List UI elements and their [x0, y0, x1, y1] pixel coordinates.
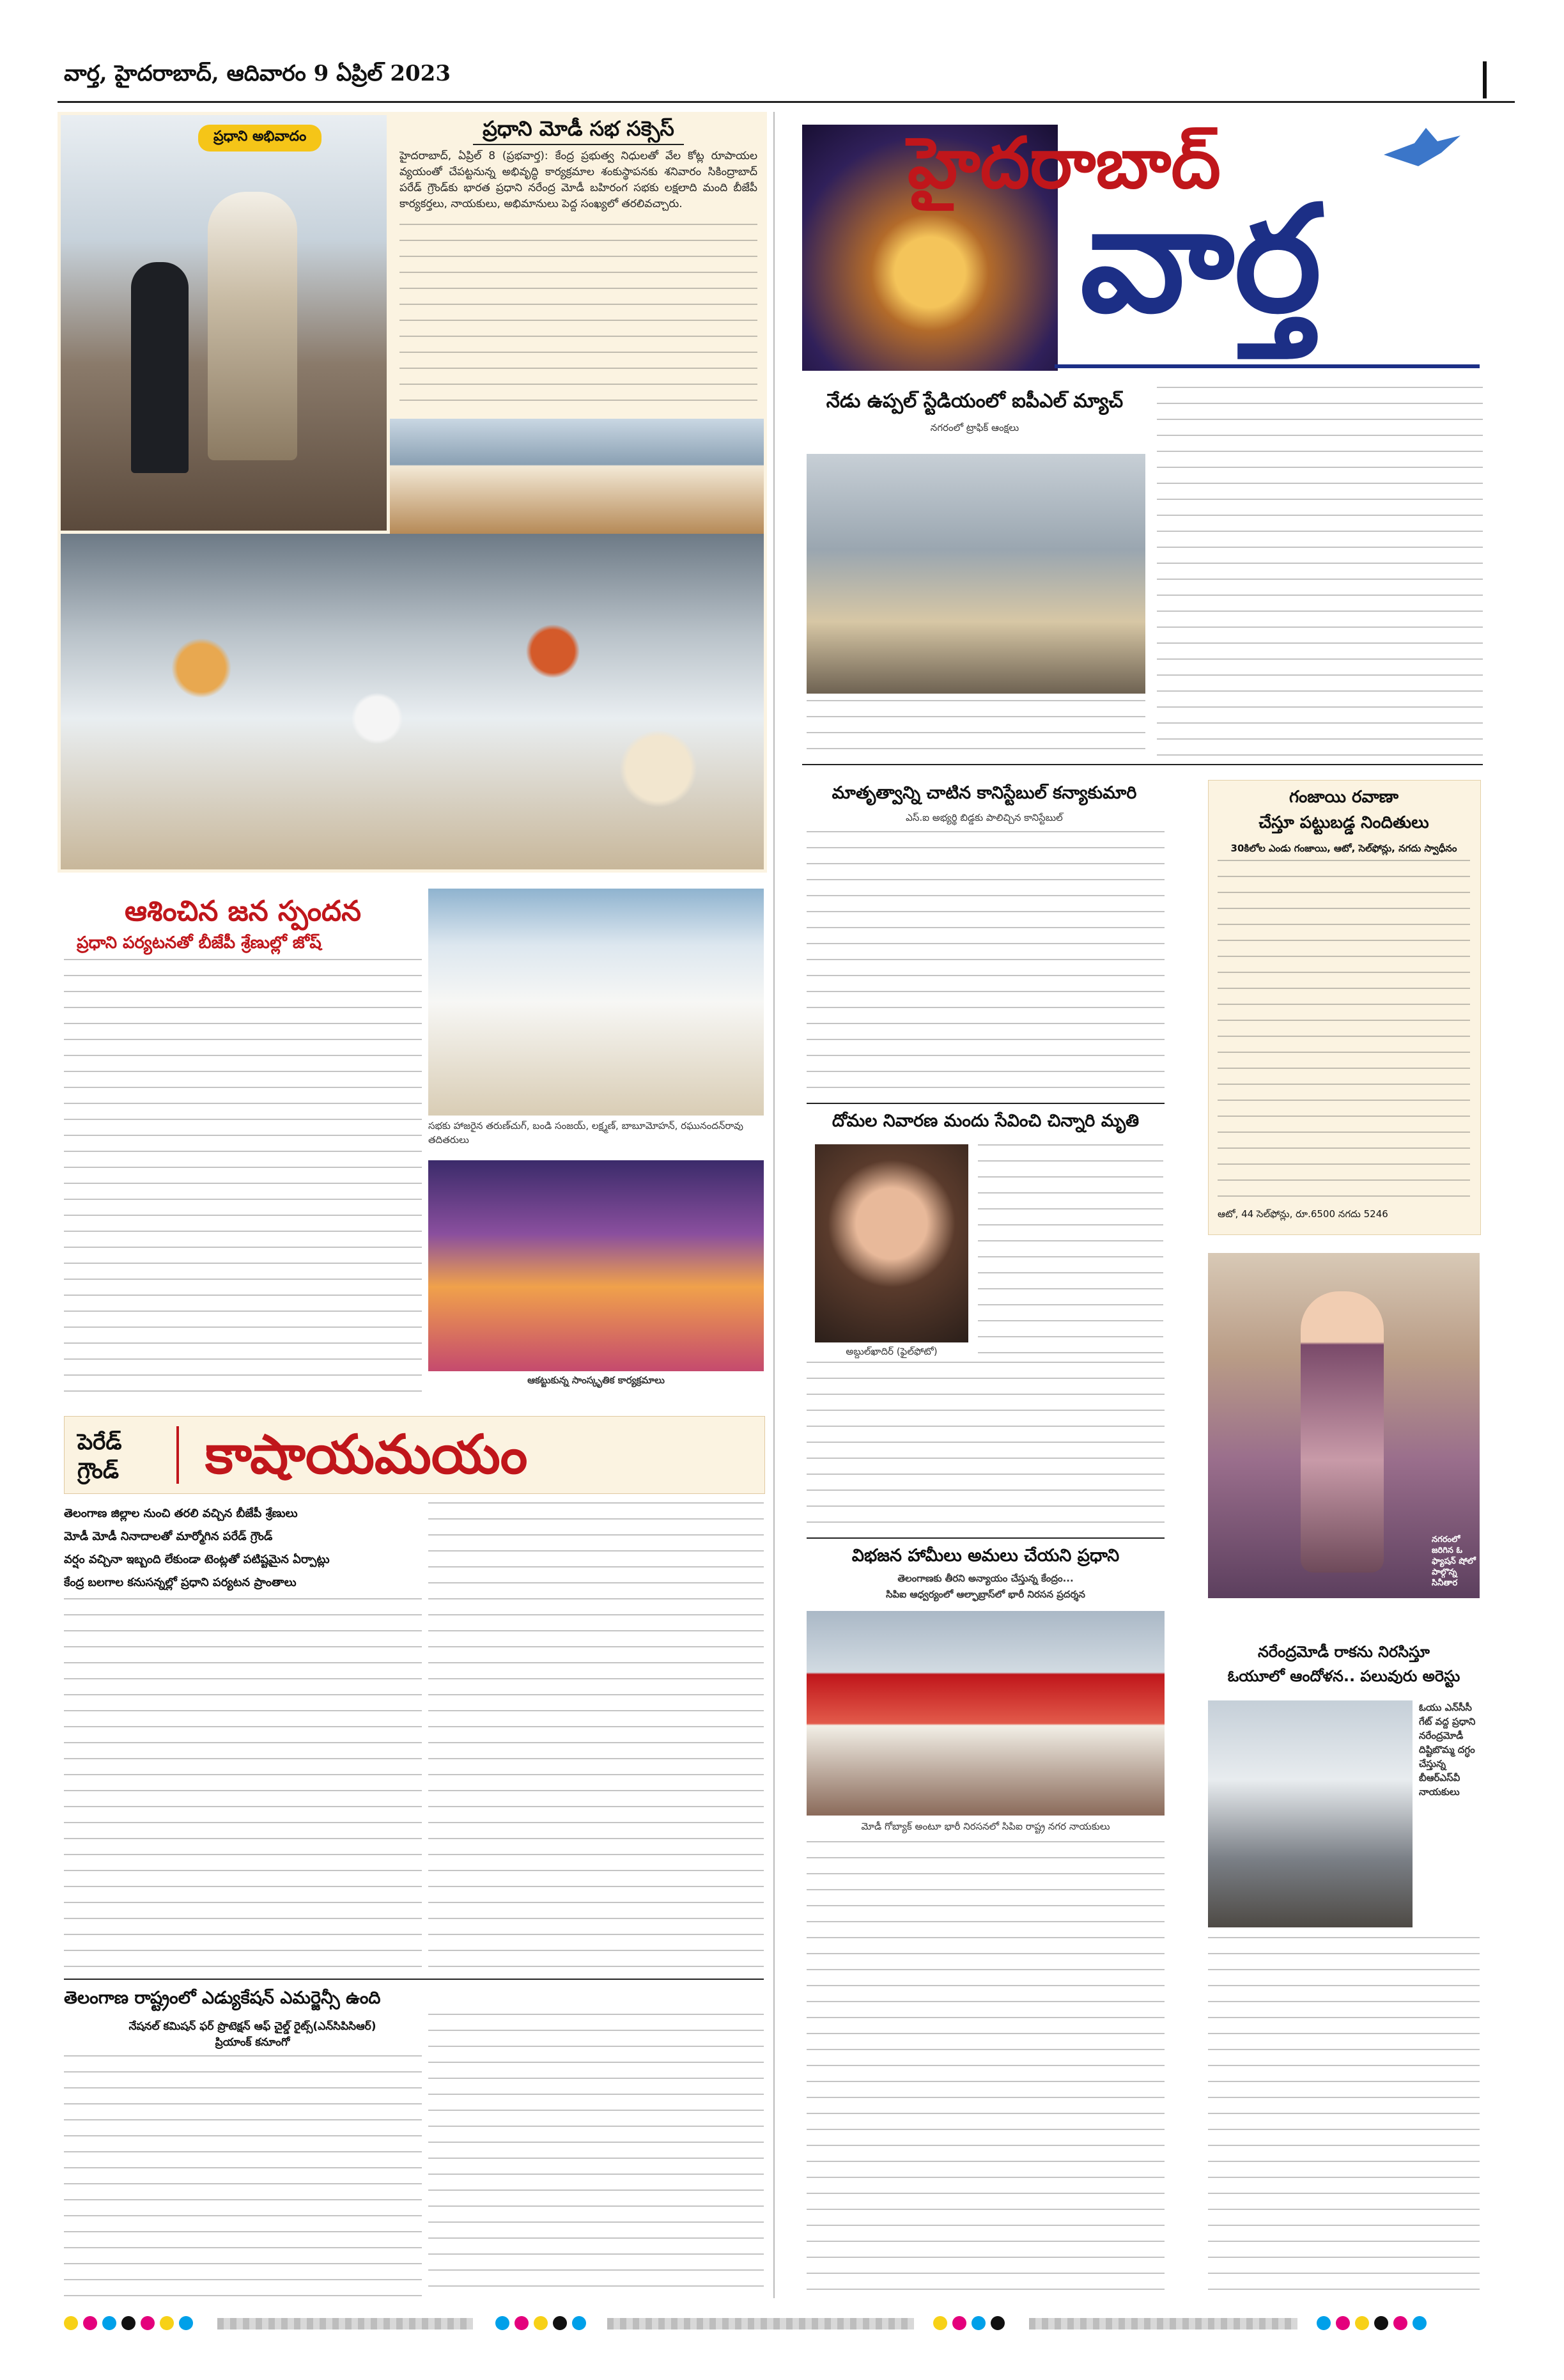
cultural-photo [428, 1160, 764, 1371]
section-rule-2 [807, 1103, 1165, 1104]
brand-title-main: వార్త [1080, 173, 1322, 345]
registration-mark [952, 2316, 966, 2330]
education-headline: తెలంగాణ రాష్ట్రంలో ఎడ్యుకేషన్ ఎమర్జెన్సీ ఉంది [64, 1988, 381, 2008]
arrest-body [1208, 1937, 1480, 2298]
registration-mark [991, 2316, 1005, 2330]
division-body [807, 1841, 1165, 2298]
parade-bullet: వర్షం వచ్చినా ఇబ్బంది లేకుండా టెంట్లతో పటిష్టమైన ఏర్పాట్లు [64, 1553, 330, 1566]
education-subhead: నేషనల్ కమిషన్ ఫర్ ప్రొటెక్షన్ ఆఫ్ చైల్డ్ రైట్స్(ఎన్‌సిపిసిఆర్) [128, 2020, 376, 2033]
division-subhead-1: తెలంగాణకు తీరని అన్యాయం చేస్తున్న కేంద్రం... [897, 1573, 1074, 1584]
division-caption: మోడీ గోబ్యాక్ అంటూ భారీ నిరసనలో సిపిఐ రాష్ట్ర నగర నాయకులు [861, 1821, 1110, 1832]
speaker-figure [208, 192, 297, 460]
registration-mark [933, 2316, 947, 2330]
ganja-body [1218, 860, 1470, 1205]
stage-photo [390, 419, 764, 534]
public-body-lines [64, 959, 422, 1394]
bird-logo-icon [1384, 128, 1460, 166]
registration-mark [1336, 2316, 1350, 2330]
cultural-caption: ఆకట్టుకున్న సాంస్కృతిక కార్యక్రమాలు [527, 1374, 665, 1386]
masthead-marker [1483, 61, 1487, 98]
arrest-headline-2: ఓయూలో ఆందోళన.. పలువురు అరెస్టు [1227, 1667, 1460, 1685]
ganja-headline-1: గంజాయి రవాణా [1289, 788, 1398, 807]
parade-bullet: తెలంగాణ జిల్లాల నుంచి తరలి వచ్చిన బీజేపీ శ్రేణులు [64, 1507, 298, 1520]
constable-subhead: ఎస్.ఐ అభ్యర్థి బిడ్డకు పాలిచ్చిన కానిస్టేబుల్ [906, 812, 1063, 823]
brand-title-top: హైదరాబాద్ [908, 121, 1221, 204]
registration-strip [1029, 2318, 1297, 2329]
registration-mark [102, 2316, 116, 2330]
arrest-caption: ఓయు ఎన్‌సీసీ గేట్ వద్ద ప్రధాని నరేంద్రమోడీ దిష్టిబొమ్మ దగ్ధం చేస్తున్న బీఆర్ఎస్‌వీ నాయకులు [1419, 1702, 1476, 1798]
education-rule [64, 1979, 764, 1980]
registration-mark [972, 2316, 986, 2330]
arrest-headline-1: నరేంద్రమోడీ రాకను నిరసిస్తూ [1258, 1643, 1430, 1661]
parade-bullet: కేంద్ర బలగాల కనుసన్నల్లో ప్రధాని పర్యటన ప్రాంతాలు [64, 1576, 297, 1589]
ganja-stats: ఆటో, 44 సెల్‌ఫోన్లు, రూ.6500 నగదు 5246 [1218, 1208, 1388, 1220]
ipl-body-right [1157, 387, 1483, 758]
registration-mark [1317, 2316, 1331, 2330]
ipl-headline: నేడు ఉప్పల్ స్టేడియంలో ఐపీఎల్ మ్యాచ్ [826, 390, 1124, 412]
registration-mark [534, 2316, 548, 2330]
education-subhead-2: ప్రియాంక్ కనూంగో [215, 2036, 290, 2049]
rally-body-lines [399, 224, 757, 409]
public-subhead: ప్రధాని పర్యటనతో బీజేపీ శ్రేణుల్లో జోష్ [77, 933, 321, 953]
registration-mark [1374, 2316, 1388, 2330]
mosquito-caption: అబ్దుల్‌ఖాదిర్ (ఫైల్‌ఫోటో) [846, 1346, 938, 1357]
registration-mark [179, 2316, 193, 2330]
model-figure [1301, 1291, 1384, 1573]
mosquito-headline: దోమల నివారణ మందు సేవించి చిన్నారి మృతి [832, 1111, 1140, 1131]
masthead-line: వార్త, హైదరాబాద్, ఆదివారం 9 ఏప్రిల్ 2023 [64, 61, 451, 86]
parade-label-2: గ్రౌండ్ [77, 1458, 119, 1484]
fashion-caption: నగరంలో జరిగిన ఓ ఫ్యాషన్ షోలో పాల్గొన్న సినీతార [1432, 1535, 1476, 1588]
registration-mark [83, 2316, 97, 2330]
mosquito-body-right [978, 1144, 1163, 1355]
section-rule-1 [802, 764, 1483, 765]
masthead-rule [58, 101, 1515, 103]
parade-bullets [64, 1502, 422, 1594]
division-headline: విభజన హామీలు అమలు చేయని ప్రధాని [851, 1546, 1120, 1566]
leaders-caption: సభకు హాజరైన తరుణ్‌చుగ్, బండి సంజయ్, లక్ష్మణ్, బాబూమోహన్, రఘునందన్‌రావు తదితరులు [428, 1120, 743, 1146]
education-body-left [64, 2055, 422, 2298]
banner-divider [176, 1426, 179, 1484]
registration-mark [572, 2316, 586, 2330]
constable-headline: మాతృత్వాన్ని చాటిన కానిస్టేబుల్ కన్యాకుమారి [832, 783, 1137, 803]
crowd-photo [61, 534, 764, 869]
public-headline: ఆశించిన జన స్పందన [125, 895, 361, 928]
rally-headline: ప్రధాని మోడీ సభ సక్సెస్ [483, 116, 674, 141]
registration-mark [1393, 2316, 1407, 2330]
ganja-headline-2: చేస్తూ పట్టుబడ్డ నిందితులు [1258, 813, 1429, 832]
registration-mark [160, 2316, 174, 2330]
ipl-body-left [807, 700, 1145, 754]
parade-body-lines-right [428, 1502, 764, 1969]
registration-mark [121, 2316, 135, 2330]
leaders-photo [428, 889, 764, 1116]
arrest-photo [1208, 1700, 1413, 1927]
brand-underline [1055, 364, 1480, 368]
parade-bullet: మోడీ మోడీ నినాదాలతో మార్మోగిన పరేడ్ గ్రౌండ్ [64, 1530, 273, 1543]
registration-mark [1413, 2316, 1427, 2330]
registration-mark [64, 2316, 78, 2330]
registration-mark [515, 2316, 529, 2330]
parade-body-lines-left [64, 1598, 422, 1969]
registration-strip [217, 2318, 473, 2329]
ipl-subhead: నగరంలో ట్రాఫిక్ ఆంక్షలు [930, 422, 1019, 433]
headline-underline [473, 144, 684, 145]
registration-strip [607, 2318, 914, 2329]
guard-figure [131, 262, 189, 473]
page-divider [773, 112, 775, 2298]
protest-photo [807, 1611, 1165, 1816]
parade-title: కాషాయమయం [205, 1423, 528, 1486]
section-rule-3 [807, 1537, 1165, 1539]
registration-mark [553, 2316, 567, 2330]
registration-mark [141, 2316, 155, 2330]
parade-banner [64, 1416, 765, 1494]
child-photo [815, 1144, 968, 1342]
rally-intro: హైదరాబాద్, ఏప్రిల్ 8 (ప్రభవార్త): కేంద్ర ప్రభుత్వ నిధులతో వేల కోట్ల రూపాయల వ్యయంతో చేపట్టనున్న అభివృద్ధి కార్యక్రమాల శంకుస్థాపనకు శనివారం సికింద్రాబాద్ పరేడ్ గ్రౌండ్‌కు భారత ప్రధాని నరేంద్ర మోడీ బహిరంగ సభకు లక్షలాది మంది బీజేపీ కార్యకర్తలు, నాయకులు, అభిమానులు పెద్ద సంఖ్యలో తరలివచ్చారు. [399, 150, 757, 210]
education-body-right [428, 2014, 764, 2298]
constable-body [807, 831, 1165, 1096]
modi-photo [61, 115, 387, 531]
traffic-photo [807, 454, 1145, 694]
photo-chip: ప్రధాని అభివాదం [198, 125, 321, 152]
ganja-subhead: 30కిలోల ఎండు గంజాయి, ఆటో, సెల్‌ఫోన్లు, నగదు స్వాధీనం [1230, 843, 1457, 854]
division-subhead-2: సిపిఐ ఆధ్వర్యంలో ఆల్ఫాబ్రాస్‌లో భారీ నిరసన ప్రదర్శన [886, 1589, 1085, 1600]
registration-mark [495, 2316, 509, 2330]
registration-mark [1355, 2316, 1369, 2330]
mosquito-body-bottom [807, 1362, 1165, 1531]
parade-label-1: పెరేడ్ [77, 1429, 122, 1455]
